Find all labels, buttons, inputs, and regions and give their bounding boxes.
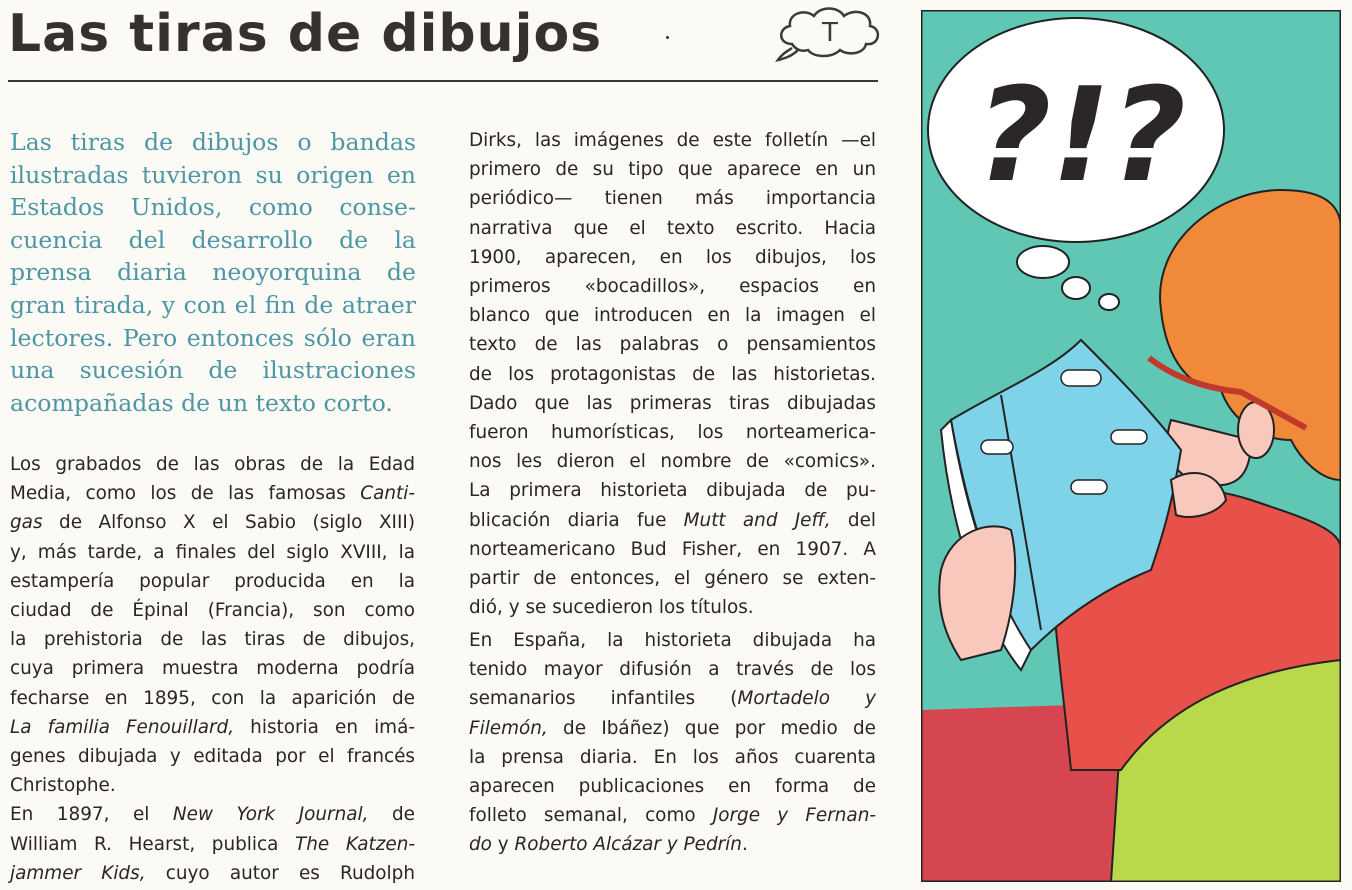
body-line: aparecen publicaciones en forma de: [469, 776, 876, 798]
body-line: nos les dieron el nombre de «comics».: [469, 451, 876, 473]
body-line: y, más tarde, a finales del siglo XVIII, la: [10, 541, 415, 563]
text-run: .: [741, 834, 748, 856]
body-line: dió, y se sucedieron los títulos.: [469, 597, 754, 619]
text-run: de: [368, 804, 415, 826]
lead-line: gran tirada, y con el fin de atraer: [10, 290, 416, 319]
mini-speech-bubble: [1111, 430, 1147, 444]
lead-line: lectores. Pero entonces sólo eran: [10, 323, 416, 352]
text-run: semanarios infantiles (: [469, 688, 738, 710]
body-line: [469, 801, 876, 830]
paragraph-dirks: [469, 126, 876, 622]
italic-title: gas: [10, 512, 43, 534]
bubble-text: ?!?: [975, 59, 1187, 211]
text-run: del: [830, 509, 876, 531]
paragraph-new-york-journal: [10, 800, 415, 888]
italic-title: Mortadelo y: [737, 688, 876, 710]
italic-title: Mutt and Jeff,: [683, 509, 831, 531]
italic-title: Canti-: [360, 483, 415, 505]
italic-title: Roberto Alcázar y Pedrín: [514, 834, 742, 856]
body-line: genes dibujada y editada por el francés: [10, 746, 415, 768]
text-run: blicación diaria fue: [469, 509, 684, 531]
lead-line: cuencia del desarrollo de la: [10, 225, 416, 254]
text-run: Media, como los de las famosas: [10, 483, 361, 505]
body-line: ciudad de Épinal (Francia), son como: [10, 600, 415, 622]
body-line: Los grabados de las obras de la Edad: [10, 454, 415, 475]
body-column-2-spain: [469, 626, 876, 860]
italic-title: do: [469, 834, 492, 856]
text-run: cuyo autor es Rudolph: [145, 862, 415, 884]
badge-letter: T: [822, 18, 838, 48]
body-line: la prehistoria de las tiras de dibujos,: [10, 629, 415, 651]
body-line: [469, 684, 876, 713]
body-line: [10, 508, 415, 537]
body-line: norteamericano Bud Fisher, en 1907. A: [469, 538, 876, 560]
text-run: folleto semanal, como: [469, 805, 713, 827]
body-line: [469, 506, 876, 535]
mini-speech-bubble: [1071, 480, 1107, 494]
body-line: [10, 479, 415, 508]
comic-reader-illustration: [921, 10, 1341, 882]
text-run: En 1897, el: [10, 804, 173, 826]
thought-dot: [1099, 294, 1119, 310]
page-title: Las tiras de dibujos: [8, 4, 603, 64]
mini-speech-bubble: [1061, 370, 1101, 386]
body-column-1: [10, 450, 415, 888]
lead-line: acompañadas de un texto corto.: [10, 388, 393, 417]
italic-title: La familia Fenouillard,: [10, 716, 235, 738]
paragraph-spain: [469, 626, 876, 860]
text-run: de Alfonso X el Sabio (siglo XIII): [42, 512, 415, 534]
body-line: periódico— tienen más importancia: [469, 188, 876, 210]
lead-paragraph: [10, 126, 416, 419]
lead-line: Las tiras de dibujos o bandas: [10, 128, 416, 156]
lead-line: Estados Unidos, como conse-: [10, 193, 416, 222]
body-line: fecharse en 1895, con la aparición de: [10, 687, 415, 709]
body-line: estampería popular producida en la: [10, 570, 415, 592]
thought-bubble-icon: [772, 4, 884, 62]
body-line: primeros «bocadillos», espacios en: [469, 276, 876, 298]
stray-dot: [666, 36, 669, 39]
body-line: partir de entonces, el género se exten-: [469, 568, 876, 590]
italic-title: Filemón,: [469, 717, 548, 739]
lead-line: ilustradas tuvieron su origen en: [10, 160, 416, 189]
body-line: [10, 713, 415, 742]
body-line: En España, la historieta dibujada ha: [469, 630, 876, 651]
body-line: primero de su tipo que aparece en un: [469, 159, 876, 181]
body-line: Dirks, las imágenes de este folletín —el: [469, 130, 876, 151]
italic-title: The Katzen-: [295, 833, 415, 855]
body-line: Christophe.: [10, 775, 116, 797]
text-run: y: [491, 834, 515, 856]
italic-title: jammer Kids,: [10, 862, 146, 884]
body-line: [469, 714, 876, 743]
body-line: Dado que las primeras tiras dibujadas: [469, 392, 876, 414]
body-line: [10, 800, 415, 829]
body-line: [10, 830, 415, 859]
body-line: [469, 830, 876, 859]
text-run: de Ibáñez) que por medio de: [547, 717, 876, 739]
body-line: [10, 859, 415, 888]
body-line: fueron humorísticas, los norteamerica-: [469, 422, 876, 444]
body-line: blanco que introducen en la imagen el: [469, 305, 876, 327]
body-column-2: [469, 126, 876, 622]
lead-line: una sucesión de ilustraciones: [10, 356, 416, 385]
body-line: texto de las palabras o pensamientos: [469, 334, 876, 356]
lead-line: prensa diaria neoyorquina de: [10, 258, 416, 287]
body-line: narrativa que el texto escrito. Hacia: [469, 217, 876, 239]
italic-title: New York Journal,: [172, 804, 369, 826]
body-line: cuya primera muestra moderna podría: [10, 658, 415, 680]
body-line: tenido mayor difusión a través de los: [469, 659, 876, 681]
body-line: de los protagonistas de las historietas.: [469, 363, 876, 385]
text-run: historia en imá-: [234, 716, 416, 738]
body-line: la prensa diaria. En los años cuarenta: [469, 746, 876, 768]
body-line: 1900, aparecen, en los dibujos, los: [469, 246, 876, 268]
text-run: William R. Hearst, publica: [10, 833, 296, 855]
paragraph-engravings: [10, 450, 415, 800]
italic-title: Jorge y Fernan-: [712, 805, 876, 827]
body-line: La primera historieta dibujada de pu-: [469, 480, 876, 502]
thought-dot: [1062, 277, 1090, 299]
mini-speech-bubble: [981, 440, 1013, 454]
title-rule: [8, 80, 878, 82]
thought-dot: [1017, 246, 1069, 278]
